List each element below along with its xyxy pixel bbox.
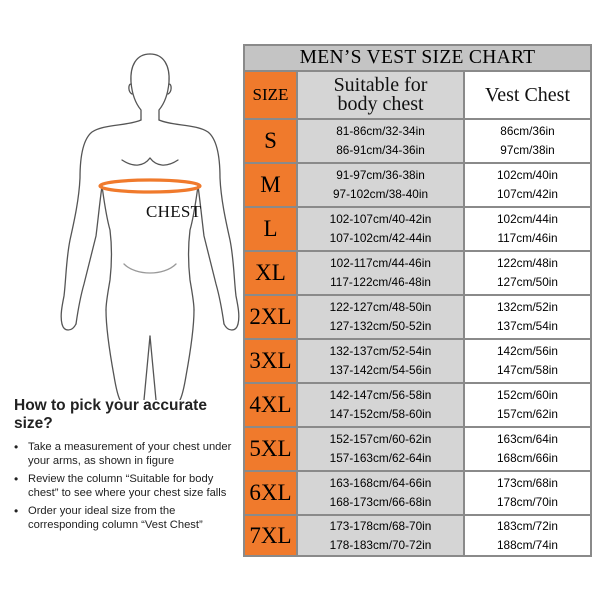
suitable-range: 147-152cm/58-60in xyxy=(329,407,432,421)
suitable-cell xyxy=(296,384,463,426)
vest-cell xyxy=(463,296,590,338)
vest-value: 188cm/74in xyxy=(497,537,558,552)
tip-text: Take a measurement of your chest under your arms, as shown in figure xyxy=(28,441,232,467)
suitable-range: 91-97cm/36-38in xyxy=(336,168,425,182)
table-row xyxy=(245,294,590,338)
header-vest-chest: Vest Chest xyxy=(463,72,590,118)
vest-cell xyxy=(463,120,590,162)
size-cell: 6XL xyxy=(245,472,296,514)
suitable-cell xyxy=(296,296,463,338)
table-row xyxy=(245,206,590,250)
vest-value: 173cm/68in xyxy=(497,476,558,490)
chest-label: CHEST xyxy=(146,202,202,221)
size-cell: 7XL xyxy=(245,516,296,555)
vest-value: 127cm/50in xyxy=(497,275,558,289)
vest-value: 142cm/56in xyxy=(497,344,558,358)
bullet-icon: • xyxy=(14,440,19,454)
vest-value: 168cm/66in xyxy=(497,451,558,465)
suitable-range: 81-86cm/32-34in xyxy=(336,124,425,138)
suitable-cell xyxy=(296,252,463,294)
vest-value: 132cm/52in xyxy=(497,300,558,314)
vest-cell xyxy=(463,208,590,250)
vest-cell xyxy=(463,428,590,470)
vest-value: 152cm/60in xyxy=(497,388,558,402)
vest-cell xyxy=(463,384,590,426)
vest-value: 117cm/46in xyxy=(497,231,558,245)
table-row xyxy=(245,382,590,426)
size-cell: S xyxy=(245,120,296,162)
suitable-cell xyxy=(296,208,463,250)
tip-item xyxy=(14,472,246,500)
header-suitable-chest xyxy=(296,72,463,118)
suitable-range: 102-117cm/44-46in xyxy=(330,256,431,270)
suitable-range: 142-147cm/56-58in xyxy=(329,388,432,402)
vest-value: 178cm/70in xyxy=(497,495,558,509)
size-cell: XL xyxy=(245,252,296,294)
size-cell: L xyxy=(245,208,296,250)
suitable-range: 152-157cm/60-62in xyxy=(329,432,432,446)
vest-value: 183cm/72in xyxy=(497,518,558,533)
suitable-range: 157-163cm/62-64in xyxy=(329,451,432,465)
vest-cell xyxy=(463,472,590,514)
size-cell: 5XL xyxy=(245,428,296,470)
vest-cell xyxy=(463,252,590,294)
vest-value: 102cm/44in xyxy=(497,212,558,226)
suitable-range: 137-142cm/54-56in xyxy=(329,363,432,377)
vest-cell xyxy=(463,340,590,382)
chest-measure-band xyxy=(100,180,200,192)
tip-item xyxy=(14,504,246,532)
instructions-panel xyxy=(14,397,246,536)
suitable-range: 107-102cm/42-44in xyxy=(329,231,432,245)
vest-value: 107cm/42in xyxy=(497,187,558,201)
suitable-range: 122-127cm/48-50in xyxy=(329,300,432,314)
vest-value: 163cm/64in xyxy=(497,432,558,446)
bullet-icon: • xyxy=(14,472,19,486)
bullet-icon: • xyxy=(14,504,19,518)
vest-cell xyxy=(463,516,590,555)
human-figure-illustration xyxy=(40,40,260,400)
suitable-range: 173-178cm/68-70in xyxy=(329,518,432,533)
suitable-cell xyxy=(296,120,463,162)
tip-item xyxy=(14,440,246,468)
instructions-title: How to pick your accurate size? xyxy=(14,397,207,432)
header-suitable-line1: Suitable for xyxy=(333,74,428,96)
table-row xyxy=(245,470,590,514)
size-cell: M xyxy=(245,164,296,206)
vest-cell xyxy=(463,164,590,206)
chart-title: MEN’S VEST SIZE CHART xyxy=(245,46,590,72)
vest-value: 157cm/62in xyxy=(497,407,558,421)
suitable-cell xyxy=(296,340,463,382)
suitable-range: 127-132cm/50-52in xyxy=(329,319,432,333)
size-cell: 4XL xyxy=(245,384,296,426)
suitable-range: 86-91cm/34-36in xyxy=(336,143,425,157)
size-chart-table xyxy=(243,44,592,557)
size-cell: 2XL xyxy=(245,296,296,338)
suitable-cell xyxy=(296,164,463,206)
suitable-cell xyxy=(296,428,463,470)
suitable-cell xyxy=(296,472,463,514)
vest-value: 137cm/54in xyxy=(497,319,558,333)
suitable-range: 117-122cm/46-48in xyxy=(330,275,431,289)
suitable-range: 163-168cm/64-66in xyxy=(329,476,432,490)
suitable-range: 97-102cm/38-40in xyxy=(332,187,429,201)
tip-text: Order your ideal size from the corresponding column “Vest Chest” xyxy=(28,505,203,531)
header-suitable-line2: body chest xyxy=(337,93,424,115)
table-row xyxy=(245,162,590,206)
vest-value: 147cm/58in xyxy=(497,363,558,377)
vest-value: 86cm/36in xyxy=(500,124,555,138)
vest-value: 102cm/40in xyxy=(497,168,558,182)
table-row xyxy=(245,118,590,162)
suitable-range: 132-137cm/52-54in xyxy=(329,344,432,358)
header-size: SIZE xyxy=(245,72,296,118)
suitable-range: 178-183cm/70-72in xyxy=(329,537,432,552)
table-row xyxy=(245,426,590,470)
suitable-cell xyxy=(296,516,463,555)
vest-value: 97cm/38in xyxy=(500,143,555,157)
table-row xyxy=(245,514,590,555)
table-row xyxy=(245,338,590,382)
tip-text: Review the column “Suitable for body chest” to see where your chest size falls xyxy=(28,473,227,499)
vest-value: 122cm/48in xyxy=(497,256,558,270)
size-cell: 3XL xyxy=(245,340,296,382)
suitable-range: 102-107cm/40-42in xyxy=(329,212,432,226)
table-row xyxy=(245,250,590,294)
suitable-range: 168-173cm/66-68in xyxy=(329,495,432,509)
